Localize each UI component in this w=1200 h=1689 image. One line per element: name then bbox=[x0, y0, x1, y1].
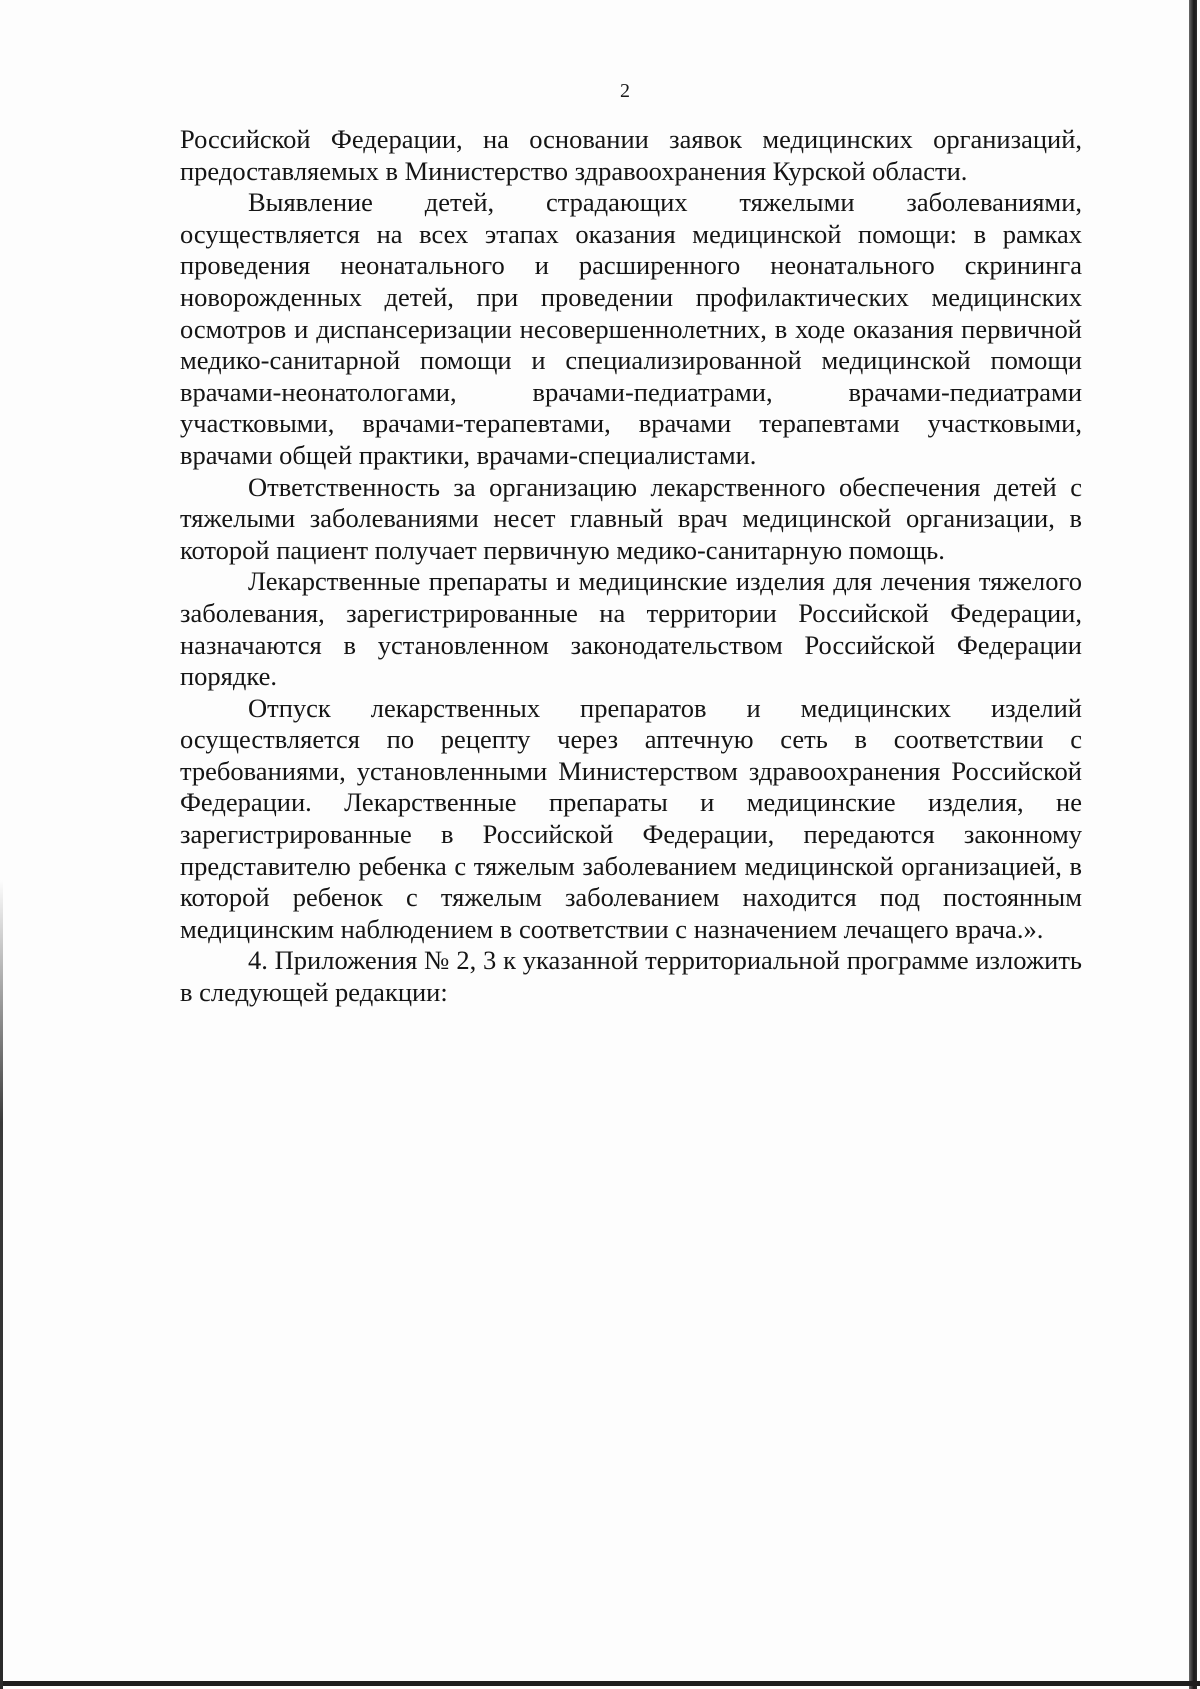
paragraph-dispensing: Отпуск лекарственных препаратов и медицинских изделий осуществляется по рецепту через аптечную сеть в соответствии с требованиями, установленными Министерством здравоохранения Российской Федерации. Лекарственные препараты и медицинские изделия, не зарегистрированные в Российской Федерации, передаются законному представителю ребенка с тяжелым заболеванием медицинской организацией, в которой ребенок с тяжелым заболеванием находится под постоянным медицинским наблюдением в соответствии с назначением лечащего врача.». bbox=[180, 692, 1082, 944]
paragraph-item-4: 4. Приложения № 2, 3 к указанной территориальной программе изложить в следующей редакции: bbox=[180, 945, 1082, 1008]
paragraph-continuation: Российской Федерации, на основании заявок медицинских организаций, предоставляемых в Министерство здравоохранения Курской области. bbox=[180, 124, 1082, 186]
paragraph-detection: Выявление детей, страдающих тяжелыми заболеваниями, осуществляется на всех этапах оказания медицинской помощи: в рамках проведения неонатального и расширенного неонатального скрининга новорожденных детей, при проведении профилактических медицинских осмотров и диспансеризации несовершеннолетних, в ходе оказания первичной медико-санитарной помощи и специализированной медицинской помощи врачами-неонатологами, врачами-педиатрами, врачами-педиатрами участковыми, врачами-терапевтами, врачами терапевтами участковыми, врачами общей практики, врачами-специалистами. bbox=[180, 187, 1082, 470]
scan-edge-left bbox=[0, 880, 3, 1689]
paragraph-prescription: Лекарственные препараты и медицинские изделия для лечения тяжелого заболевания, зарегистрированные на территории Российской Федерации, назначаются в установленном законодательством Российской Федерации порядке. bbox=[180, 566, 1082, 692]
page-number: 2 bbox=[620, 80, 630, 102]
scan-edge-bottom bbox=[0, 1681, 1200, 1686]
scan-edge-right bbox=[1189, 0, 1197, 1689]
document-body bbox=[180, 124, 1082, 1009]
paragraph-responsibility: Ответственность за организацию лекарственного обеспечения детей с тяжелыми заболеваниями несет главный врач медицинской организации, в которой пациент получает первичную медико-санитарную помощь. bbox=[180, 471, 1082, 565]
